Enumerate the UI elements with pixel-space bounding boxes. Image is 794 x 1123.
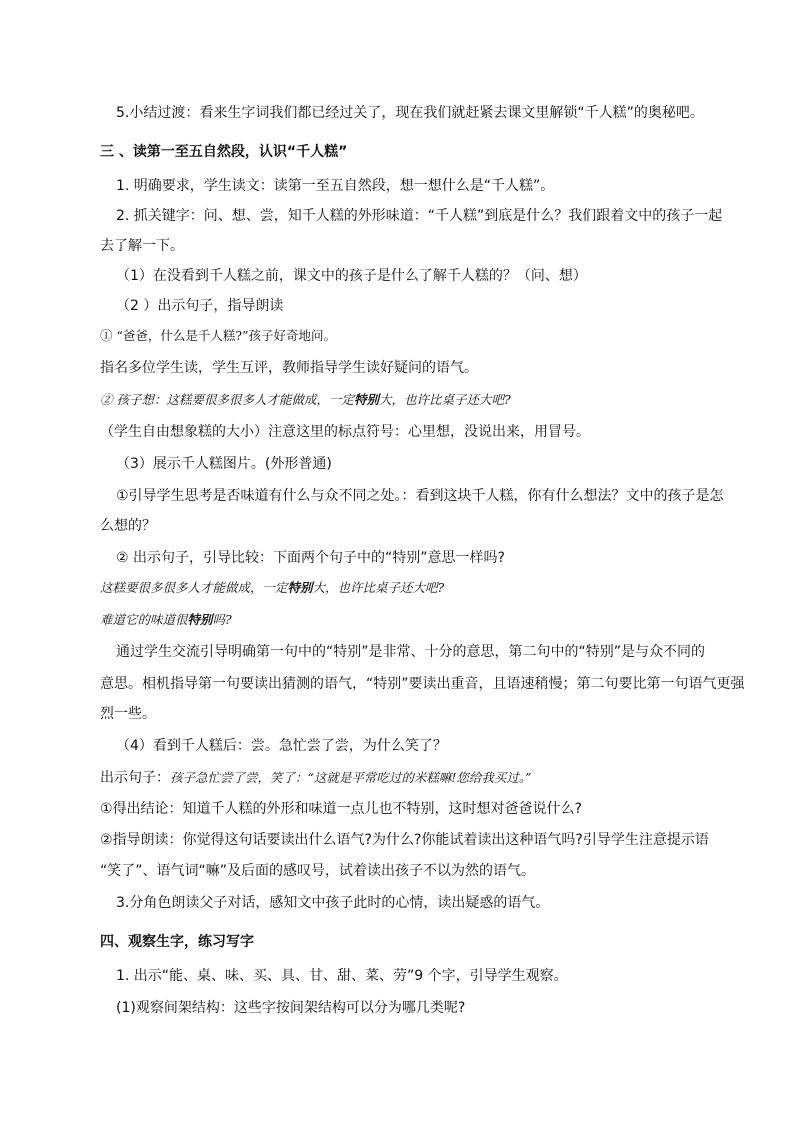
quote-compare-1-emphasis: 特别 [287, 580, 313, 595]
section-heading-3: 三 、读第一至五自然段，认识“千人糕” [100, 144, 348, 160]
paragraph-step-1: 1. 明确要求，学生读文：读第一至五自然段，想一想什么是“千人糕”。 [116, 178, 555, 194]
quote-sentence-3-text: 孩子急忙尝了尝，笑了：“这就是平常吃过的米糕嘛!您给我买过。” [170, 770, 532, 785]
paragraph-sub-2: （2 ）出示句子，指导朗读 [116, 298, 284, 314]
paragraph-step-2: 2. 抓关键字：问、想、尝，知千人糕的外形味道：“千人糕”到底是什么？我们跟着文中的孩子一起 [116, 208, 723, 224]
quote-sentence-3 [100, 768, 700, 788]
paragraph-sub-1: （1）在没看到千人糕之前，课文中的孩子是什么了解千人糕的？（问、想） [116, 268, 587, 284]
quote-compare-1-part-a: 这糕要很多很多人才能做成，一定 [100, 580, 288, 595]
quote-sentence-1 [100, 326, 700, 346]
paragraph-think-cont: 么想的？ [100, 518, 156, 534]
quote-compare-2 [100, 610, 700, 630]
paragraph-structure: (1)观察间架结构：这些字按间架结构可以分为哪几类呢? [116, 1000, 466, 1016]
paragraph-role-reading: 3.分角色朗读父子对话，感知文中孩子此时的心情，读出疑惑的语气。 [116, 895, 550, 911]
quote-compare-1 [100, 578, 700, 598]
quote-compare-2-emphasis: 特别 [187, 612, 213, 627]
quote-sentence-3-lead: 出示句子： [100, 770, 170, 786]
quote-compare-2-part-c: 吗? [212, 612, 232, 627]
section-heading-4: 四、观察生字，练习写字 [100, 934, 254, 950]
paragraph-step-2-cont: 去了解一下。 [100, 238, 184, 254]
paragraph-summary-transition: 5.小结过渡：看来生字词我们都已经过关了，现在我们就赶紧去课文里解锁“千人糕”的奥秘吧。 [116, 105, 704, 121]
paragraph-show-characters: 1. 出示“能、桌、味、买、具、甘、甜、菜、劳”9 个字，引导学生观察。 [116, 968, 568, 984]
paragraph-guided-reading: ②指导朗读：你觉得这句话要读出什么语气?为什么?你能试着读出这种语气吗?引导学生注意提示语 [100, 832, 709, 848]
quote-sentence-1-text: ① “爸爸，什么是千人糕?”孩子好奇地问。 [100, 328, 336, 343]
quote-sentence-2 [100, 390, 700, 410]
quote-compare-1-part-c: 大，也许比桌子还大吧? [312, 580, 445, 595]
paragraph-sub-3: （3）展示千人糕图片。(外形普通) [116, 456, 332, 472]
paragraph-think: ①引导学生思考是否味道有什么与众不同之处。：看到这块千人糕，你有什么想法？文中的孩子是怎 [116, 488, 724, 504]
paragraph-imagine: （学生自由想象糕的大小）注意这里的标点符号：心里想，没说出来，用冒号。 [100, 424, 590, 440]
paragraph-compare: ② 出示句子，引导比较：下面两个句子中的“特别”意思一样吗? [116, 550, 505, 566]
paragraph-explain-cont-2: 烈一些。 [100, 706, 156, 722]
quote-sentence-2-part-a: ② 孩子想：这糕要很多很多人才能做成，一定 [100, 392, 354, 407]
paragraph-guided-reading-cont: “笑了”、语气词“嘛”及后面的感叹号，试着读出孩子不以为然的语气。 [100, 863, 536, 879]
paragraph-conclusion: ①得出结论：知道千人糕的外形和味道一点儿也不特别，这时想对爸爸说什么? [100, 801, 582, 817]
paragraph-read-aloud: 指名多位学生读，学生互评，教师指导学生读好疑问的语气。 [100, 360, 478, 376]
paragraph-explain-cont-1: 意思。相机指导第一句要读出猜测的语气，“特别”要读出重音，且语速稍慢；第二句要比第一句语气更强 [100, 676, 745, 692]
paragraph-explain: 通过学生交流引导明确第一句中的“特别”是非常、十分的意思，第二句中的“特别”是与众不同的 [116, 644, 706, 660]
quote-compare-2-part-a: 难道它的味道很 [100, 612, 188, 627]
quote-sentence-2-part-c: 大，也许比桌子还大吧? [379, 392, 511, 407]
quote-sentence-2-emphasis: 特别 [353, 392, 379, 407]
paragraph-sub-4: （4）看到千人糕后：尝。急忙尝了尝，为什么笑了？ [116, 738, 447, 754]
